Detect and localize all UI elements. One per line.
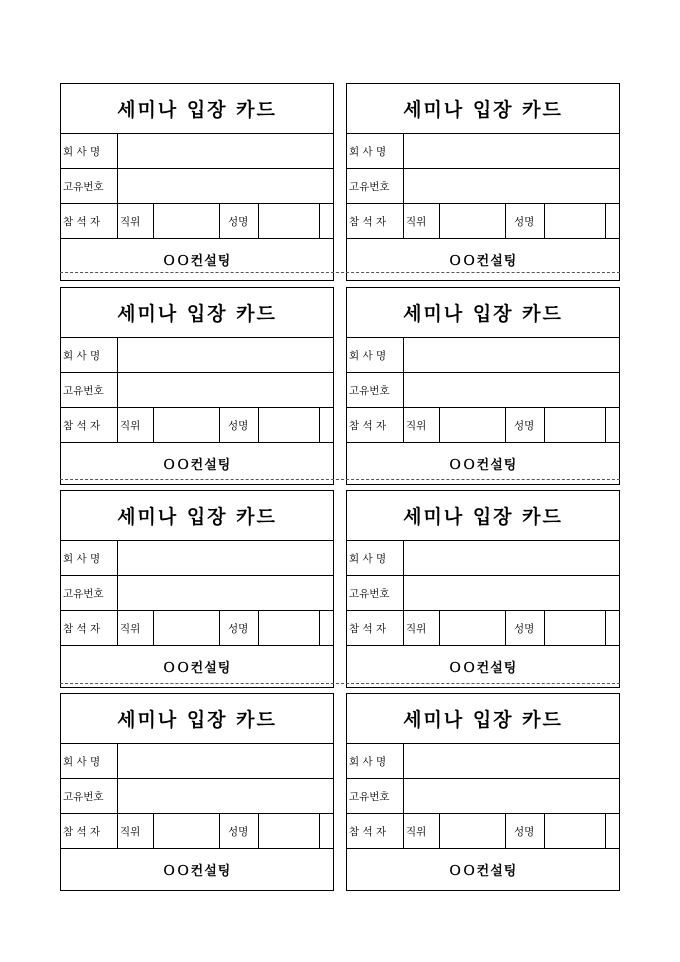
attendee-label: 참 석 자	[61, 204, 118, 238]
company-footer: ＯＯ컨설팅	[448, 253, 518, 269]
id-number-field[interactable]	[118, 373, 333, 407]
company-field[interactable]	[404, 134, 619, 168]
company-row	[61, 338, 333, 373]
rank-label: 직위	[404, 408, 440, 442]
rank-label: 직위	[404, 204, 440, 238]
row-tail-cell	[606, 408, 619, 442]
id-number-field[interactable]	[404, 169, 619, 203]
cut-line	[60, 272, 620, 273]
company-field[interactable]	[118, 541, 333, 575]
attendee-label: 참 석 자	[61, 408, 118, 442]
admission-card	[60, 490, 334, 688]
attendee-row	[347, 814, 619, 849]
id-number-field[interactable]	[404, 779, 619, 813]
admission-card	[60, 83, 334, 281]
attendee-row	[347, 611, 619, 646]
name-label: 성명	[220, 204, 259, 238]
name-field[interactable]	[259, 204, 320, 238]
company-label: 회 사 명	[347, 338, 404, 372]
id-row	[61, 373, 333, 408]
company-footer: ＯＯ컨설팅	[448, 863, 518, 879]
rank-field[interactable]	[154, 814, 220, 848]
name-label: 성명	[506, 814, 545, 848]
id-number-label: 고유번호	[61, 373, 118, 407]
id-number-field[interactable]	[118, 576, 333, 610]
cut-line	[60, 683, 620, 684]
id-number-label: 고유번호	[61, 169, 118, 203]
card-title: 세미나 입장 카드	[347, 288, 619, 338]
attendee-row	[61, 814, 333, 849]
rank-label: 직위	[118, 408, 154, 442]
company-row	[61, 744, 333, 779]
attendee-row	[347, 204, 619, 239]
attendee-label: 참 석 자	[61, 611, 118, 645]
card-title: 세미나 입장 카드	[61, 491, 333, 541]
name-label: 성명	[506, 204, 545, 238]
company-footer: ＯＯ컨설팅	[162, 457, 232, 473]
company-field[interactable]	[118, 744, 333, 778]
company-field[interactable]	[404, 338, 619, 372]
attendee-row	[61, 408, 333, 443]
card-title: 세미나 입장 카드	[347, 694, 619, 744]
admission-card	[346, 287, 620, 485]
id-row	[61, 779, 333, 814]
attendee-label: 참 석 자	[347, 204, 404, 238]
id-number-field[interactable]	[118, 169, 333, 203]
id-row	[61, 576, 333, 611]
id-number-label: 고유번호	[347, 169, 404, 203]
card-title: 세미나 입장 카드	[61, 288, 333, 338]
row-tail-cell	[606, 611, 619, 645]
id-number-label: 고유번호	[347, 779, 404, 813]
row-tail-cell	[320, 204, 333, 238]
company-footer: ＯＯ컨설팅	[162, 253, 232, 269]
admission-card	[346, 490, 620, 688]
id-number-field[interactable]	[118, 779, 333, 813]
name-field[interactable]	[545, 814, 606, 848]
name-label: 성명	[220, 408, 259, 442]
rank-field[interactable]	[154, 611, 220, 645]
name-field[interactable]	[259, 408, 320, 442]
id-number-label: 고유번호	[347, 576, 404, 610]
cut-line	[60, 479, 620, 480]
attendee-row	[347, 408, 619, 443]
company-label: 회 사 명	[347, 134, 404, 168]
name-label: 성명	[220, 611, 259, 645]
company-row	[347, 134, 619, 169]
card-title: 세미나 입장 카드	[61, 694, 333, 744]
row-tail-cell	[320, 408, 333, 442]
row-tail-cell	[606, 814, 619, 848]
attendee-label: 참 석 자	[347, 611, 404, 645]
attendee-label: 참 석 자	[347, 814, 404, 848]
company-field[interactable]	[118, 134, 333, 168]
company-label: 회 사 명	[347, 744, 404, 778]
company-footer: ＯＯ컨설팅	[162, 863, 232, 879]
company-footer: ＯＯ컨설팅	[448, 457, 518, 473]
rank-field[interactable]	[440, 814, 506, 848]
id-row	[347, 576, 619, 611]
company-label: 회 사 명	[61, 338, 118, 372]
id-number-label: 고유번호	[61, 779, 118, 813]
company-row	[61, 541, 333, 576]
attendee-label: 참 석 자	[61, 814, 118, 848]
company-row	[347, 541, 619, 576]
rank-field[interactable]	[440, 204, 506, 238]
id-number-label: 고유번호	[61, 576, 118, 610]
rank-label: 직위	[118, 204, 154, 238]
rank-label: 직위	[404, 611, 440, 645]
company-field[interactable]	[404, 541, 619, 575]
attendee-label: 참 석 자	[347, 408, 404, 442]
card-title: 세미나 입장 카드	[347, 491, 619, 541]
name-label: 성명	[220, 814, 259, 848]
admission-card	[346, 693, 620, 891]
company-footer: ＯＯ컨설팅	[448, 660, 518, 676]
rank-field[interactable]	[440, 408, 506, 442]
id-row	[347, 169, 619, 204]
row-tail-cell	[606, 204, 619, 238]
company-row	[347, 744, 619, 779]
admission-card	[346, 83, 620, 281]
company-label: 회 사 명	[61, 541, 118, 575]
name-field[interactable]	[545, 408, 606, 442]
name-field[interactable]	[545, 204, 606, 238]
company-field[interactable]	[118, 338, 333, 372]
rank-field[interactable]	[440, 611, 506, 645]
name-field[interactable]	[259, 814, 320, 848]
id-row	[61, 169, 333, 204]
name-field[interactable]	[259, 611, 320, 645]
attendee-row	[61, 204, 333, 239]
company-label: 회 사 명	[61, 744, 118, 778]
id-number-field[interactable]	[404, 576, 619, 610]
company-label: 회 사 명	[61, 134, 118, 168]
name-label: 성명	[506, 408, 545, 442]
company-row	[347, 338, 619, 373]
id-number-label: 고유번호	[347, 373, 404, 407]
rank-label: 직위	[118, 814, 154, 848]
id-row	[347, 779, 619, 814]
card-title: 세미나 입장 카드	[347, 84, 619, 134]
rank-label: 직위	[118, 611, 154, 645]
admission-card	[60, 693, 334, 891]
company-label: 회 사 명	[347, 541, 404, 575]
row-tail-cell	[320, 611, 333, 645]
company-field[interactable]	[404, 744, 619, 778]
company-row	[61, 134, 333, 169]
rank-field[interactable]	[154, 408, 220, 442]
id-row	[347, 373, 619, 408]
name-field[interactable]	[545, 611, 606, 645]
attendee-row	[61, 611, 333, 646]
name-label: 성명	[506, 611, 545, 645]
company-footer: ＯＯ컨설팅	[162, 660, 232, 676]
admission-card	[60, 287, 334, 485]
id-number-field[interactable]	[404, 373, 619, 407]
card-title: 세미나 입장 카드	[61, 84, 333, 134]
rank-label: 직위	[404, 814, 440, 848]
rank-field[interactable]	[154, 204, 220, 238]
row-tail-cell	[320, 814, 333, 848]
